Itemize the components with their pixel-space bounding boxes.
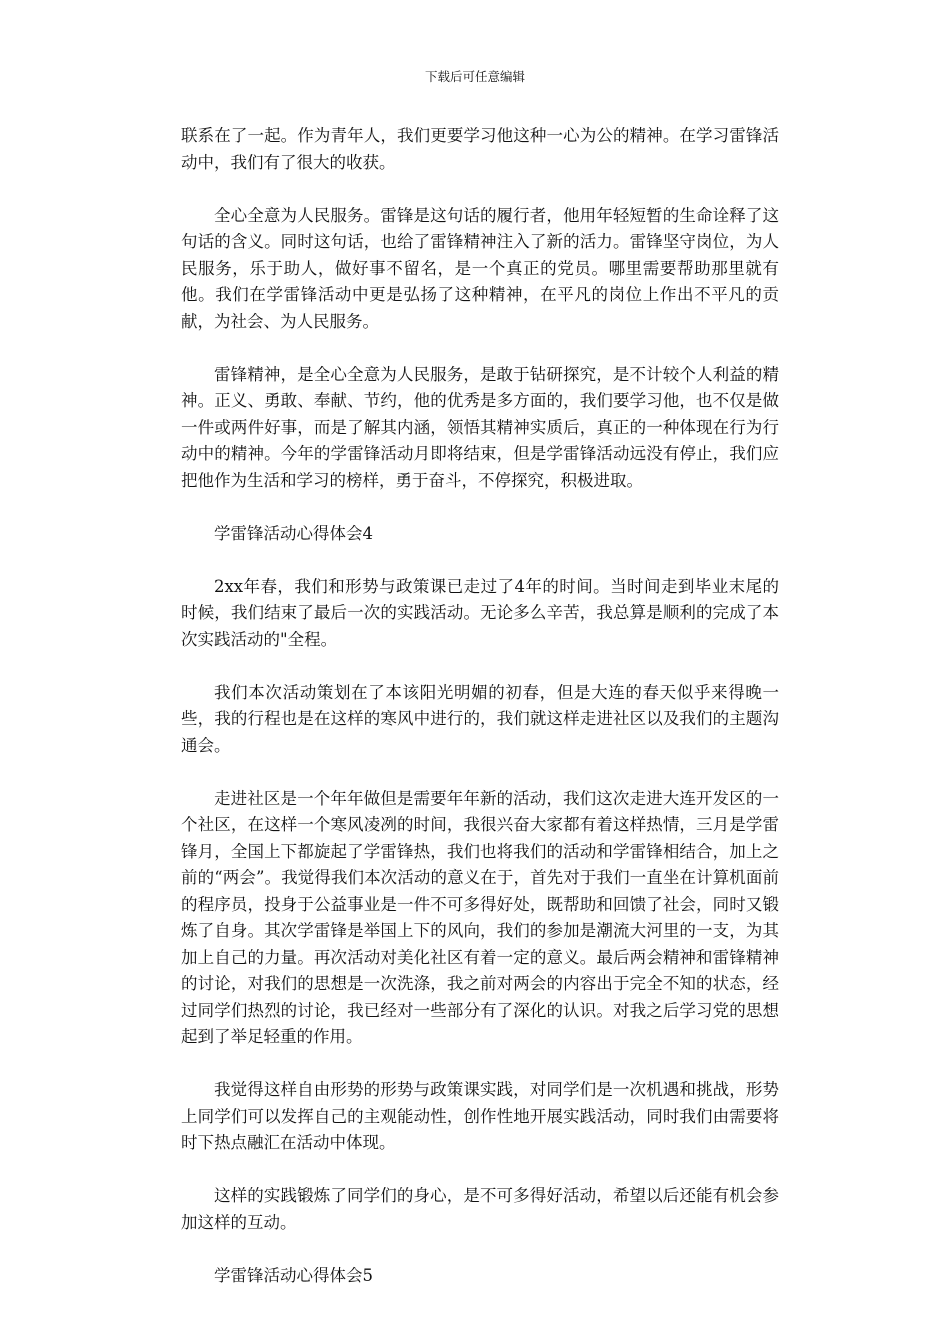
paragraph-8: 这样的实践锻炼了同学们的身心，是不可多得好活动，希望以后还能有机会参加这样的互动。	[181, 1186, 779, 1232]
paragraph-4: 2xx年春，我们和形势与政策课已走过了4年的时间。当时间走到毕业末尾的时候，我们结束了最后一次的实践活动。无论多么辛苦，我总算是顺利的完成了本次实践活动的"全程。	[181, 576, 779, 649]
document-body	[181, 123, 779, 1316]
paragraph-5: 我们本次活动策划在了本该阳光明媚的初春，但是大连的春天似乎来得晚一些，我的行程也是在这样的寒风中进行的，我们就这样走进社区以及我们的主题沟通会。	[181, 682, 779, 755]
page-header-note: 下载后可任意编辑	[424, 69, 525, 84]
section-heading-5: 学雷锋活动心得体会5	[214, 1265, 373, 1285]
paragraph-7: 我觉得这样自由形势的形势与政策课实践，对同学们是一次机遇和挑战，形势上同学们可以发挥自己的主观能动性，创作性地开展实践活动，同时我们由需要将时下热点融汇在活动中体现。	[181, 1080, 779, 1152]
paragraph-6: 走进社区是一个年年做但是需要年年新的活动，我们这次走进大连开发区的一个社区，在这样一个寒风凌冽的时间，我很兴奋大家都有着这样热情，三月是学雷锋月，全国上下都旋起了学雷锋热，我们也将我们的活动和学雷锋相结合，加上之前的“两会”。我觉得我们本次活动的意义在于，首先对于我们一直坐在计算机面前的程序员，投身于公益事业是一件不可多得好处，既帮助和回馈了社会，同时又锻炼了自身。其次学雷锋是举国上下的风向，我们的参加是潮流大河里的一支，为其加上自己的力量。再次活动对美化社区有着一定的意义。最后两会精神和雷锋精神的讨论，对我们的思想是一次洗涤，我之前对两会的内容出于完全不知的状态，经过同学们热烈的讨论，我已经对一些部分有了深化的认识。对我之后学习党的思想起到了举足轻重的作用。	[181, 788, 779, 1046]
paragraph-2: 全心全意为人民服务。雷锋是这句话的履行者，他用年轻短暂的生命诠释了这句话的含义。同时这句话，也给了雷锋精神注入了新的活力。雷锋坚守岗位，为人民服务，乐于助人，做好事不留名，是一个真正的党员。哪里需要帮助那里就有他。我们在学雷锋活动中更是弘扬了这种精神，在平凡的岗位上作出不平凡的贡献，为社会、为人民服务。	[181, 205, 779, 331]
paragraph-1: 联系在了一起。作为青年人，我们更要学习他这种一心为公的精神。在学习雷锋活动中，我们有了很大的收获。	[181, 126, 779, 172]
section-heading-4: 学雷锋活动心得体会4	[214, 523, 373, 543]
paragraph-3: 雷锋精神，是全心全意为人民服务，是敢于钻研探究，是不计较个人利益的精神。正义、勇敢、奉献、节约，他的优秀是多方面的，我们要学习他，也不仅是做一件或两件好事，而是了解其内涵，领悟其精神实质后，真正的一种体现在行为行动中的精神。今年的学雷锋活动月即将结束，但是学雷锋活动远没有停止，我们应把他作为生活和学习的榜样，勇于奋斗，不停探究，积极进取。	[181, 364, 779, 490]
